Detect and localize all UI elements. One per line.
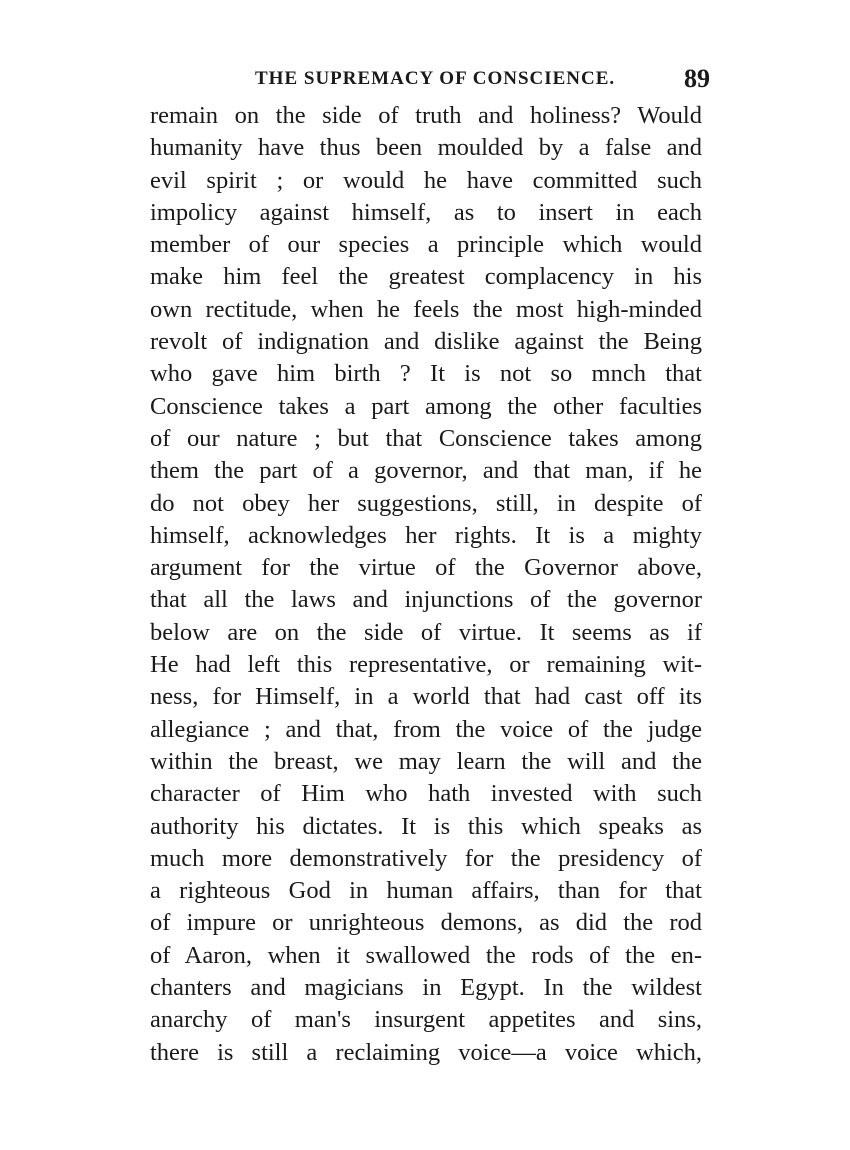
text-line: who gave him birth ? It is not so mnch that — [150, 360, 702, 388]
running-head — [150, 60, 710, 100]
text-line: a righteous God in human affairs, than for that — [150, 877, 702, 905]
text-line: that all the laws and injunctions of the governor — [150, 586, 702, 614]
text-line: evil spirit ; or would he have committed such — [150, 166, 702, 194]
text-line: character of Him who hath invested with such — [150, 780, 702, 808]
text-line: revolt of indignation and dislike against the Being — [150, 328, 702, 356]
text-line: make him feel the greatest complacency in his — [150, 263, 702, 291]
text-line: ness, for Himself, in a world that had cast off its — [150, 683, 702, 711]
text-line: member of our species a principle which would — [150, 231, 702, 259]
text-line: of Aaron, when it swallowed the rods of the en- — [150, 941, 702, 969]
text-line: much more demonstratively for the presidency of — [150, 844, 702, 872]
body-text — [150, 100, 702, 1069]
text-line: do not obey her suggestions, still, in despite of — [150, 489, 702, 517]
text-line: authority his dictates. It is this which speaks as — [150, 812, 702, 840]
text-line: own rectitude, when he feels the most high-minded — [150, 295, 702, 323]
running-title: THE SUPREMACY OF CONSCIENCE. — [255, 68, 616, 89]
text-line: chanters and magicians in Egypt. In the wildest — [150, 974, 702, 1002]
text-line: within the breast, we may learn the will and the — [150, 747, 702, 775]
text-line: them the part of a governor, and that man, if he — [150, 457, 702, 485]
text-line: of our nature ; but that Conscience takes among — [150, 424, 702, 452]
text-line: below are on the side of virtue. It seems as if — [150, 618, 702, 646]
text-line: himself, acknowledges her rights. It is a mighty — [150, 521, 702, 549]
text-line: anarchy of man's insurgent appetites and sins, — [150, 1006, 702, 1034]
text-line: allegiance ; and that, from the voice of the judge — [150, 715, 702, 743]
text-line: remain on the side of truth and holiness? Would — [150, 102, 702, 129]
text-line: humanity have thus been moulded by a false and — [150, 134, 702, 162]
text-line: of impure or unrighteous demons, as did the rod — [150, 909, 702, 937]
text-line: there is still a reclaiming voice—a voice which, — [150, 1038, 702, 1066]
text-line: Conscience takes a part among the other faculties — [150, 392, 702, 420]
text-line: impolicy against himself, as to insert in each — [150, 198, 702, 226]
text-line: He had left this representative, or remaining wit- — [150, 651, 702, 679]
text-line: argument for the virtue of the Governor above, — [150, 554, 702, 582]
page-number: 89 — [684, 64, 710, 93]
